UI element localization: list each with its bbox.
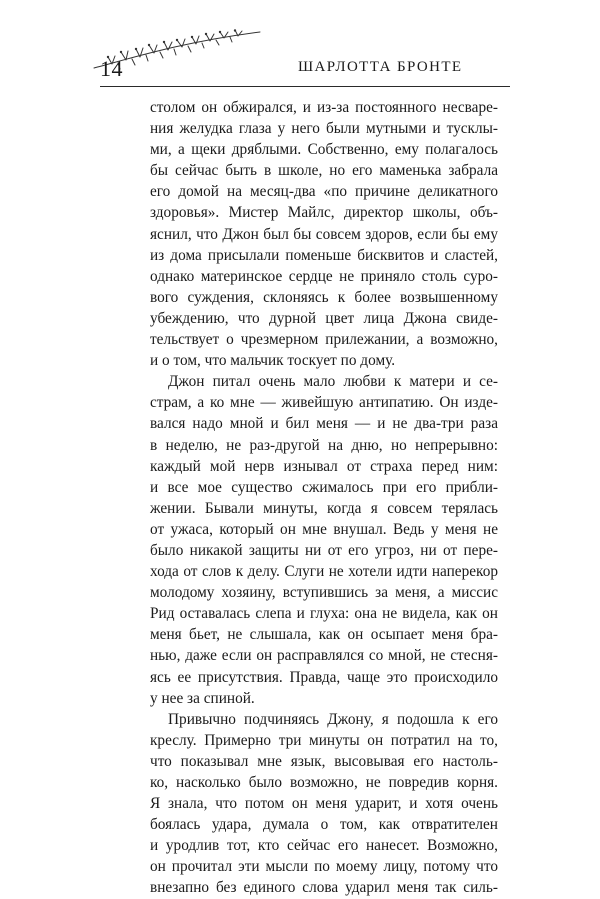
text-line: яснил, что Джон был бы совсем здоров, если бы ему [150,225,498,243]
text-line: Рид оставалась слепа и глуха: она не видела, как он [150,605,498,623]
text-line: Привычно подчиняясь Джону, я подошла к его [168,710,498,728]
text-line: тельствует о чрезмерном прилежании, а возможно, [150,331,498,349]
text-line: в неделю, не раз-другой на дню, но непрерывно: [150,436,498,454]
text-line: каждый мой нерв изнывал от страха перед ним: [150,457,498,475]
page-number: 14 [100,56,123,81]
paragraph [150,97,498,371]
text-line: меня бьет, не слышала, как он осыпает меня бра- [150,626,498,644]
text-line: ми, а щеки дряблыми. Собственно, ему полагалось [150,141,498,159]
text-line: вался надо мной и бил меня — и не два-три раза [150,415,498,433]
text-line: вого суждения, склоняясь к более возвышенному [150,288,498,306]
running-header [0,0,600,100]
text-line: боялась удара, думала о том, как отвратителен [150,816,498,834]
text-line: хода от слов к делу. Слуги не хотели идти наперекор [150,563,498,581]
text-line: ясь ее присутствия. Правда, чаще это происходило [150,668,498,686]
text-line: Джон питал очень мало любви к матери и се- [168,373,498,391]
text-line: убеждению, что дурной цвет лица Джона свиде- [150,309,498,327]
text-line: столом он обжирался, и из-за постоянного несваре- [150,99,498,116]
body-text [150,97,498,899]
text-line: и все мое существо сжималось при его прибли- [150,478,498,496]
text-line: бы сейчас быть в школе, но его маменька забрала [150,162,498,180]
paragraph [150,709,498,899]
text-line: его домой на месяц-два «по причине деликатного [150,183,498,201]
header-rule [100,86,510,87]
text-line: что показывал мне язык, высовывая его настоль- [150,752,498,770]
text-line: креслу. Примерно три минуты он потратил на то, [150,731,498,749]
text-line: однако материнское сердце не приняло столь суро- [150,267,498,285]
text-line: было никакой защиты ни от его угроз, ни от пере- [150,541,498,559]
text-line: из дома присылали поменьше бисквитов и сластей, [150,246,498,264]
text-line: здоровья». Мистер Майлс, директор школы, объ- [150,204,498,222]
text-line: молодому хозяину, вступившись за меня, а миссис [150,584,498,602]
text-line: и о том, что мальчик тоскует по дому. [150,352,396,370]
text-line: от ужаса, который он мне внушал. Ведь у меня не [150,520,498,538]
running-title: ШАРЛОТТА БРОНТЕ [298,59,463,75]
text-line: жении. Бывали минуты, когда я совсем терялась [150,499,498,517]
text-line: страм, а ко мне — живейшую антипатию. Он изде- [150,394,498,412]
text-line: ния желудка глаза у него были мутными и тусклы- [150,120,498,138]
text-line: и уродлив тот, кто сейчас его нанесет. Возможно, [150,837,498,855]
text-line: Я знала, что потом он меня ударит, и хотя очень [150,795,498,813]
text-line: внезапно без единого слова ударил меня так силь- [150,879,498,897]
text-line: нью, даже если он расправлялся со мной, не стесня- [150,647,498,665]
text-line: ко, насколько было возможно, не повредив корня. [150,774,498,791]
paragraph [150,371,498,709]
text-line: он прочитал эти мысли по моему лицу, потому что [150,858,498,876]
text-line: у нее за спиной. [150,689,255,707]
